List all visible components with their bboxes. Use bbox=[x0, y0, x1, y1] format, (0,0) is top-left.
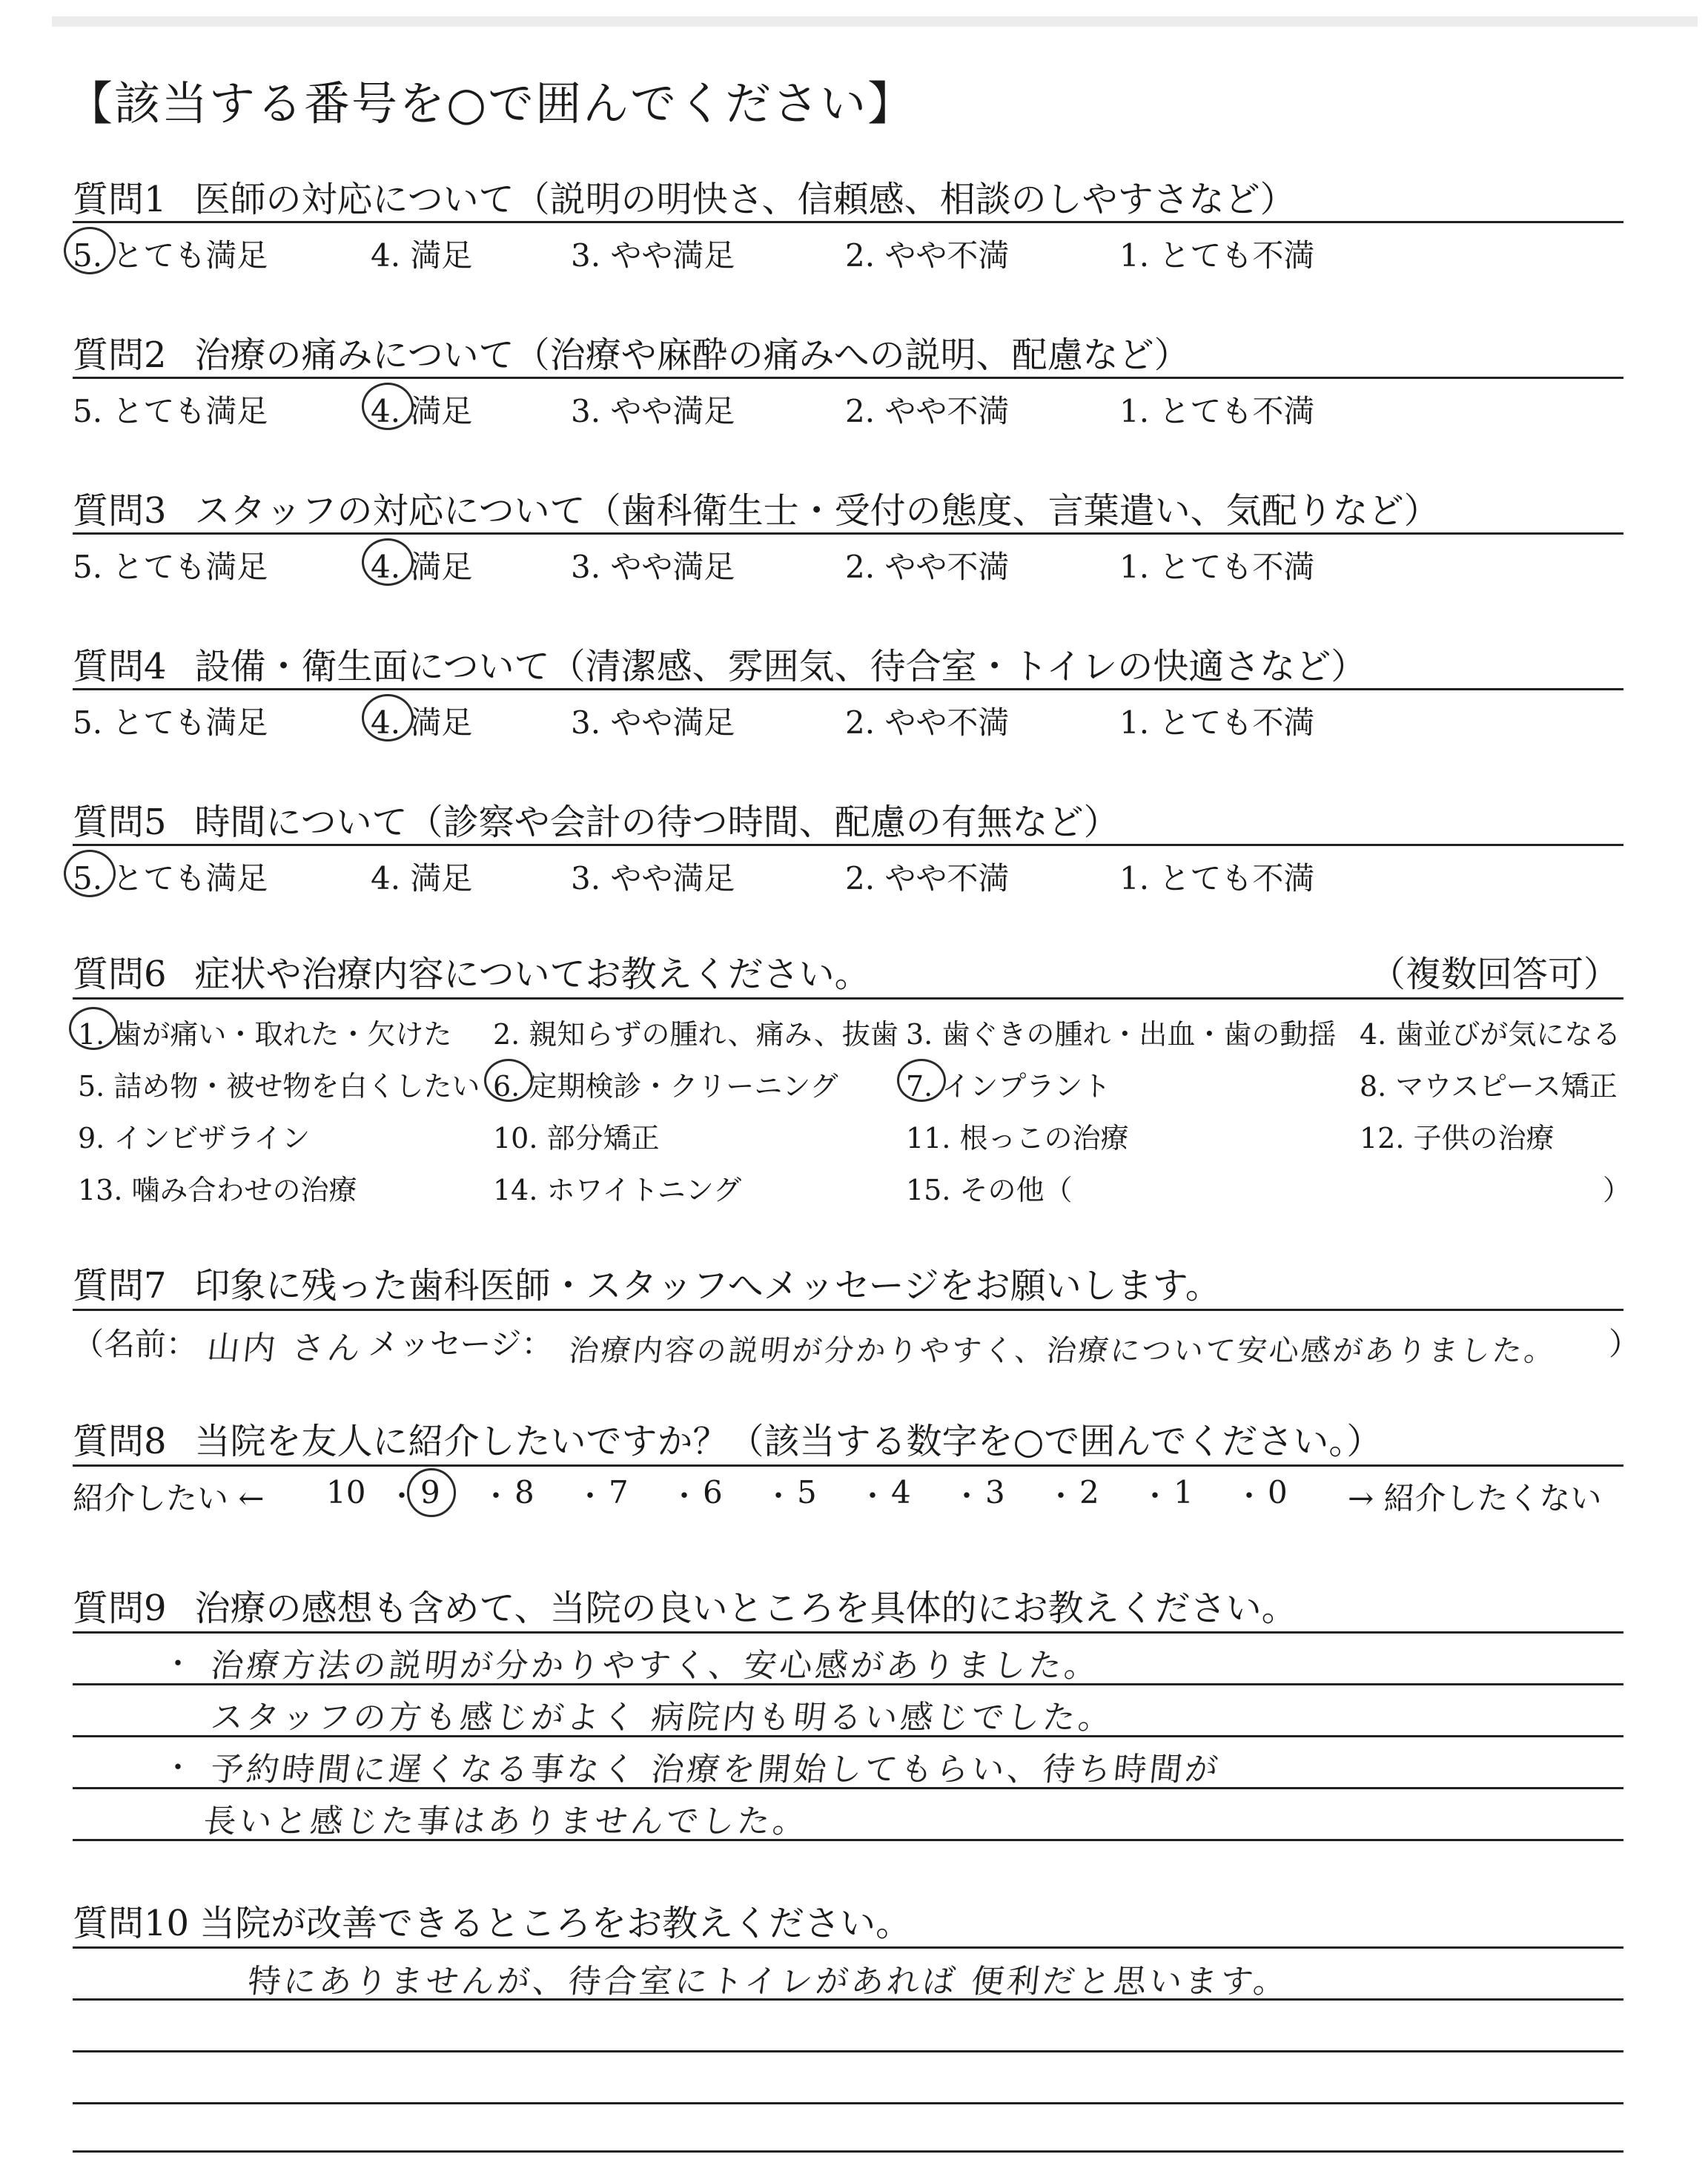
selection-circle bbox=[362, 694, 414, 742]
symptom-option[interactable]: 10. 部分矯正 bbox=[493, 1122, 660, 1155]
answer-line bbox=[73, 1631, 1623, 1634]
rating-option[interactable]: 3. やや満足 bbox=[571, 393, 735, 429]
rating-option[interactable]: 1. とても不満 bbox=[1119, 860, 1315, 896]
question-text: 当院を友人に紹介したいですか？（該当する数字を○で囲んでください。） bbox=[194, 1421, 1383, 1462]
answer-line bbox=[73, 2150, 1623, 2153]
question-number: 質問1 bbox=[73, 179, 167, 220]
question-text: スタッフの対応について（歯科衛生士・受付の態度、言葉遣い、気配りなど） bbox=[194, 490, 1440, 532]
scale-number[interactable]: 8 bbox=[514, 1474, 534, 1510]
name-label: （名前： bbox=[73, 1326, 198, 1362]
scale-number[interactable]: 9 bbox=[420, 1474, 440, 1510]
rating-option[interactable]: 2. やや不満 bbox=[845, 549, 1010, 585]
question-8 bbox=[73, 1413, 1382, 1464]
scale-number[interactable]: 2 bbox=[1079, 1474, 1099, 1510]
question-text: 治療の痛みについて（治療や麻酔の痛みへの説明、配慮など） bbox=[194, 334, 1190, 376]
rating-option[interactable]: 4. 満足 bbox=[371, 704, 473, 741]
question-9 bbox=[73, 1579, 1297, 1631]
scale-number[interactable]: 4 bbox=[891, 1474, 911, 1510]
symptom-option[interactable]: 5. 詰め物・被せ物を白くしたい bbox=[78, 1070, 480, 1103]
symptom-option[interactable]: 1. 歯が痛い・取れた・欠けた bbox=[78, 1018, 452, 1051]
rating-option[interactable]: 4. 満足 bbox=[371, 393, 473, 429]
selection-circle bbox=[407, 1468, 456, 1517]
bullet-mark: ・ bbox=[163, 1647, 193, 1681]
other-close-paren: ） bbox=[1603, 1174, 1632, 1206]
symptom-option[interactable]: 2. 親知らずの腫れ、痛み、抜歯 bbox=[493, 1018, 898, 1051]
rating-option[interactable]: 5. とても満足 bbox=[73, 704, 268, 741]
rating-option[interactable]: 4. 満足 bbox=[371, 860, 473, 896]
question-5 bbox=[73, 793, 1119, 845]
question-6-rule bbox=[73, 997, 1623, 1000]
question-rule bbox=[73, 532, 1623, 535]
rating-option[interactable]: 5. とても満足 bbox=[73, 860, 268, 896]
scale-separator: ・ bbox=[669, 1479, 699, 1513]
scale-separator: ・ bbox=[1140, 1479, 1170, 1513]
answer-line bbox=[73, 1946, 1623, 1949]
question-number: 質問5 bbox=[73, 802, 167, 843]
question-7 bbox=[73, 1257, 1221, 1308]
rating-option[interactable]: 2. やや不満 bbox=[845, 237, 1010, 274]
scale-number[interactable]: 0 bbox=[1268, 1474, 1288, 1510]
symptom-option[interactable]: 14. ホワイトニング bbox=[493, 1174, 742, 1206]
scale-separator: ・ bbox=[858, 1479, 887, 1513]
symptom-option[interactable]: 4. 歯並びが気になる bbox=[1360, 1018, 1621, 1051]
scale-left-label: 紹介したい ← bbox=[73, 1480, 265, 1516]
handwritten-message: 治療内容の説明が分かりやすく、治療について安心感がありました。 bbox=[567, 1334, 1558, 1368]
question-4 bbox=[73, 638, 1366, 689]
question-rule bbox=[73, 221, 1623, 223]
rating-option[interactable]: 1. とても不満 bbox=[1119, 549, 1315, 585]
rating-option[interactable]: 2. やや不満 bbox=[845, 393, 1010, 429]
question-text: 当院が改善できるところをお教えください。 bbox=[199, 1903, 912, 1944]
question-text: 治療の感想も含めて、当院の良いところを具体的にお教えください。 bbox=[194, 1588, 1297, 1629]
answer-line bbox=[73, 2050, 1623, 2052]
handwritten-answer-line: 治療方法の説明が分かりやすく、安心感がありました。 bbox=[208, 1647, 1102, 1685]
symptom-option[interactable]: 11. 根っこの治療 bbox=[906, 1122, 1129, 1155]
question-text: 時間について（診察や会計の待つ時間、配慮の有無など） bbox=[194, 802, 1119, 843]
scale-separator: ・ bbox=[1046, 1479, 1076, 1513]
question-6 bbox=[73, 945, 870, 997]
rating-option[interactable]: 2. やや不満 bbox=[845, 704, 1010, 741]
question-rule bbox=[73, 377, 1623, 379]
scale-separator: ・ bbox=[1234, 1479, 1264, 1513]
handwritten-answer-line: 特にありませんが、待合室にトイレがあれば 便利だと思います。 bbox=[245, 1963, 1291, 2001]
symptom-option[interactable]: 3. 歯ぐきの腫れ・出血・歯の動揺 bbox=[906, 1018, 1337, 1051]
question-text: 症状や治療内容についてお教えください。 bbox=[194, 954, 870, 995]
rating-option[interactable]: 3. やや満足 bbox=[571, 860, 735, 896]
answer-line bbox=[73, 2102, 1623, 2104]
rating-option[interactable]: 3. やや満足 bbox=[571, 549, 735, 585]
rating-option[interactable]: 5. とても満足 bbox=[73, 393, 268, 429]
rating-option[interactable]: 5. とても満足 bbox=[73, 549, 268, 585]
question-number: 質問10 bbox=[73, 1903, 190, 1944]
handwritten-answer-line: 長いと感じた事はありませんでした。 bbox=[201, 1803, 811, 1840]
selection-circle bbox=[362, 383, 414, 430]
question-10 bbox=[73, 1895, 911, 1946]
question-text: 設備・衛生面について（清潔感、雰囲気、待合室・トイレの快適さなど） bbox=[194, 646, 1367, 687]
scale-right-label: → 紹介したくない bbox=[1348, 1480, 1602, 1516]
symptom-option[interactable]: 6. 定期検診・クリーニング bbox=[493, 1070, 838, 1103]
question-number: 質問9 bbox=[73, 1588, 167, 1629]
rating-option[interactable]: 5. とても満足 bbox=[73, 237, 268, 274]
selection-circle bbox=[897, 1059, 946, 1102]
message-label: メッセージ： bbox=[368, 1326, 553, 1362]
page-heading: 【該当する番号を○で囲んでください】 bbox=[67, 76, 916, 131]
scale-number[interactable]: 10 bbox=[326, 1474, 366, 1510]
question-2 bbox=[73, 326, 1190, 377]
question-7-rule bbox=[73, 1309, 1623, 1311]
symptom-option[interactable]: 9. インビザライン bbox=[78, 1122, 311, 1155]
selection-circle bbox=[362, 538, 414, 586]
scale-number[interactable]: 3 bbox=[985, 1474, 1005, 1510]
bullet-mark: ・ bbox=[163, 1751, 193, 1785]
scale-separator: ・ bbox=[481, 1479, 511, 1513]
question-number: 質問4 bbox=[73, 646, 167, 687]
scale-number[interactable]: 7 bbox=[609, 1474, 629, 1510]
question-text: 印象に残った歯科医師・スタッフへメッセージをお願いします。 bbox=[194, 1265, 1221, 1307]
multi-answer-note: （複数回答可） bbox=[1370, 954, 1620, 995]
selection-circle bbox=[64, 850, 116, 897]
rating-option[interactable]: 4. 満足 bbox=[371, 237, 473, 274]
symptom-option[interactable]: 8. マウスピース矯正 bbox=[1360, 1070, 1618, 1103]
selection-circle bbox=[64, 227, 116, 274]
top-edge-shadow bbox=[52, 16, 1698, 27]
question-rule bbox=[73, 844, 1623, 846]
scale-number[interactable]: 1 bbox=[1174, 1474, 1194, 1510]
scale-separator: ・ bbox=[764, 1479, 793, 1513]
question-3 bbox=[73, 482, 1440, 533]
scale-separator: ・ bbox=[387, 1479, 417, 1513]
selection-circle bbox=[69, 1007, 118, 1050]
selection-circle bbox=[484, 1059, 533, 1102]
rating-option[interactable]: 1. とても不満 bbox=[1119, 237, 1315, 274]
scale-separator: ・ bbox=[952, 1479, 982, 1513]
question-text: 医師の対応について（説明の明快さ、信頼感、相談のしやすさなど） bbox=[194, 179, 1296, 220]
question-number: 質問3 bbox=[73, 490, 167, 532]
scale-number[interactable]: 6 bbox=[703, 1474, 723, 1510]
rating-option[interactable]: 2. やや不満 bbox=[845, 860, 1010, 896]
message-close-paren: ） bbox=[1609, 1326, 1641, 1362]
handwritten-answer-line: 予約時間に遅くなる事なく 治療を開始してもらい、待ち時間が bbox=[208, 1751, 1223, 1789]
question-number: 質問7 bbox=[73, 1265, 167, 1307]
scale-separator: ・ bbox=[575, 1479, 605, 1513]
question-number: 質問6 bbox=[73, 954, 167, 995]
symptom-option[interactable]: 12. 子供の治療 bbox=[1360, 1122, 1555, 1155]
rating-option[interactable]: 3. やや満足 bbox=[571, 704, 735, 741]
rating-option[interactable]: 3. やや満足 bbox=[571, 237, 735, 274]
question-8-rule bbox=[73, 1464, 1623, 1467]
handwritten-name: 山内 さん bbox=[205, 1330, 365, 1367]
handwritten-answer-line: スタッフの方も感じがよく 病院内も明るい感じでした。 bbox=[208, 1699, 1116, 1737]
symptom-option[interactable]: 15. その他（ bbox=[906, 1174, 1073, 1206]
rating-option[interactable]: 1. とても不満 bbox=[1119, 393, 1315, 429]
question-1 bbox=[73, 171, 1296, 222]
question-number: 質問2 bbox=[73, 334, 167, 376]
symptom-option[interactable]: 13. 噛み合わせの治療 bbox=[78, 1174, 357, 1206]
symptom-option[interactable]: 7. インプラント bbox=[906, 1070, 1111, 1103]
rating-option[interactable]: 1. とても不満 bbox=[1119, 704, 1315, 741]
scale-number[interactable]: 5 bbox=[797, 1474, 817, 1510]
question-rule bbox=[73, 688, 1623, 690]
question-number: 質問8 bbox=[73, 1421, 167, 1462]
rating-option[interactable]: 4. 満足 bbox=[371, 549, 473, 585]
